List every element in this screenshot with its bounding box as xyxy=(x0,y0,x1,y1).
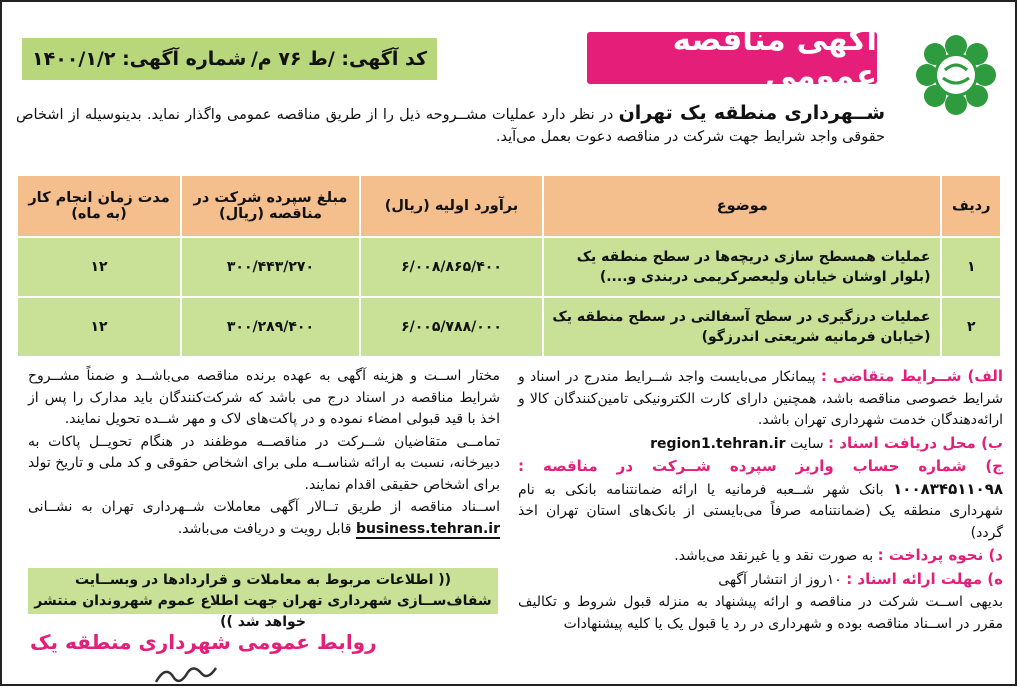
subject-line-1: عملیات همسطح سازی دریچه‌ها در سطح منطقه یک xyxy=(576,249,931,265)
cell-duration: ۱۲ xyxy=(18,298,180,356)
condition-c-label: ج) شماره حساب واریز سپرده شــرکت در مناقصه : xyxy=(518,457,1003,475)
condition-a-text: پیمانکار می‌بایست واجد شــرایط مندرج در اسناد و شرایط خصوصی مناقصه باشد، همچنین دارای کارت الکترونیکی تامین‌کنندگان کالا و ارائه‌دهندگان خدمت شهرداری تهران باشد. xyxy=(518,369,1003,428)
condition-d-text: به صورت نقد و یا غیرنقد می‌باشد. xyxy=(674,548,874,564)
subject-line-1: عملیات درزگیری در سطح آسفالتی در سطح منطقه یک xyxy=(552,309,931,325)
cell-deposit: ۳۰۰/۲۸۹/۴۰۰ xyxy=(182,298,359,356)
account-number: ۱۰۰۸۳۴۵۱۱۰۹۸ xyxy=(893,479,1004,498)
cell-row-number: ۲ xyxy=(942,298,1000,356)
ad-number: شماره آگهی: ۱۴۰۰/۱/۲ xyxy=(32,48,247,70)
ad-code: کد آگهی: /ط ۷۶ م/ xyxy=(250,48,427,70)
cell-row-number: ۱ xyxy=(942,238,1000,296)
subject-line-2: (بلوار اوشان خیابان ولیعصرکریمی دربندی و....) xyxy=(599,269,931,285)
cell-estimate: ۶/۰۰۸/۸۶۵/۴۰۰ xyxy=(361,238,542,296)
condition-b-label: ب) محل دریافت اسناد : xyxy=(828,433,1003,452)
condition-d xyxy=(518,545,1003,568)
left-paragraph-3 xyxy=(28,497,500,540)
cell-estimate: ۶/۰۰۵/۷۸۸/۰۰۰ xyxy=(361,298,542,356)
header-row-number: ردیف xyxy=(942,176,1000,236)
tender-table xyxy=(16,174,1002,358)
condition-b xyxy=(518,433,1003,456)
condition-c xyxy=(518,456,1003,544)
condition-e-label: ه) مهلت ارائه اسناد : xyxy=(846,569,1003,588)
table-row xyxy=(18,238,1000,296)
public-relations-signature: روابط عمومی شهرداری منطقه یک xyxy=(30,630,377,654)
transparency-note: (( اطلاعات مربوط به معاملات و قراردادها در وبســایت شفاف‌ســازی شهرداری تهران جهت اطلاع عموم شهروندان منتشر خواهد شد )) xyxy=(28,568,498,614)
intro-paragraph xyxy=(16,102,885,148)
table-row xyxy=(18,298,1000,356)
subject-line-2: (خیابان فرمانیه شریعتی اندرزگو) xyxy=(701,329,931,345)
left-paragraph-3-end: قابل رویت و دریافت می‌باشد. xyxy=(177,520,352,537)
condition-c-text: بانک شهر شــعبه فرمانیه یا ارائه ضمانتنامه بانکی به نام شهرداری منطقه یک (ضمانتنامه صرفاً می‌بایستی از بانک‌های استان تهران اخذ گردد) xyxy=(518,481,1003,541)
ad-info-band xyxy=(22,38,437,80)
condition-a xyxy=(518,366,1003,432)
intro-text: در نظر دارد عملیات مشــروحه ذیل را از طریق مناقصه عمومی واگذار نماید. بدینوسیله از اشخاص حقوقی واجد شرایط جهت شرکت در مناقصه دعوت بعمل می‌آید. xyxy=(16,107,885,145)
handwritten-mark-icon xyxy=(152,660,222,688)
header-subject: موضوع xyxy=(544,176,940,236)
organization-name: شــهرداری منطقه یک تهران xyxy=(618,102,886,124)
condition-b-text: سایت xyxy=(789,435,824,452)
business-site-link[interactable]: business.tehran.ir xyxy=(355,520,500,537)
cell-duration: ۱۲ xyxy=(18,238,180,296)
conditions-left-column xyxy=(28,366,500,541)
left-paragraph-3-text: اســناد مناقصه از طریق تــالار آگهی معاملات شــهرداری تهران به نشــانی xyxy=(28,499,500,515)
table-header-row xyxy=(18,176,1000,236)
cell-subject xyxy=(544,238,940,296)
municipality-logo-icon xyxy=(913,32,999,118)
header-estimate: برآورد اولیه (ریال) xyxy=(361,176,542,236)
condition-e-continued: بدیهی اســت شرکت در مناقصه و ارائه پیشنهاد به منزله قبول شروط و تکالیف مقرر در اســناد مناقصه بوده و شهرداری در رد یا قبول یک یا کلیه پیشنهادات xyxy=(518,594,1003,632)
cell-deposit: ۳۰۰/۴۴۳/۲۷۰ xyxy=(182,238,359,296)
ad-title: آگهی مناقصه عمومی xyxy=(587,32,877,84)
header-deposit: مبلغ سپرده شرکت در مناقصه (ریال) xyxy=(182,176,359,236)
documents-site-link[interactable]: region1.tehran.ir xyxy=(650,435,786,452)
condition-d-label: د) نحوه پرداخت : xyxy=(877,546,1003,564)
condition-e-text: ۱۰روز از انتشار آگهی xyxy=(718,571,842,588)
left-paragraph-2: تمامــی متقاضیان شــرکت در مناقصــه موظفند در هنگام تحویــل پاکات به دبیرخانه، نسبت به ارائه شناســه ملی برای اشخاص حقوقی و کد ملی و تاریخ تولد برای اشخاص حقیقی اقدام نمایند. xyxy=(28,433,500,493)
condition-a-label: الف) شــرایط متقاضی : xyxy=(820,367,1003,385)
left-paragraph-1: مختار اســت و هزینه آگهی به عهده برنده مناقصه می‌باشــد و ضمناً مشــروح شرایط مناقصه در اسناد درج می باشد که شرکت‌کنندگان باید مدارک را پس از اخذ با قید قبولی امضاء نموده و در پاکت‌های لاک و مهر شــده تحویل نمایند. xyxy=(28,368,500,427)
cell-subject xyxy=(544,298,940,356)
header-duration: مدت زمان انجام کار (به ماه) xyxy=(18,176,180,236)
condition-e xyxy=(518,569,1003,592)
conditions-right-column xyxy=(518,366,1003,636)
